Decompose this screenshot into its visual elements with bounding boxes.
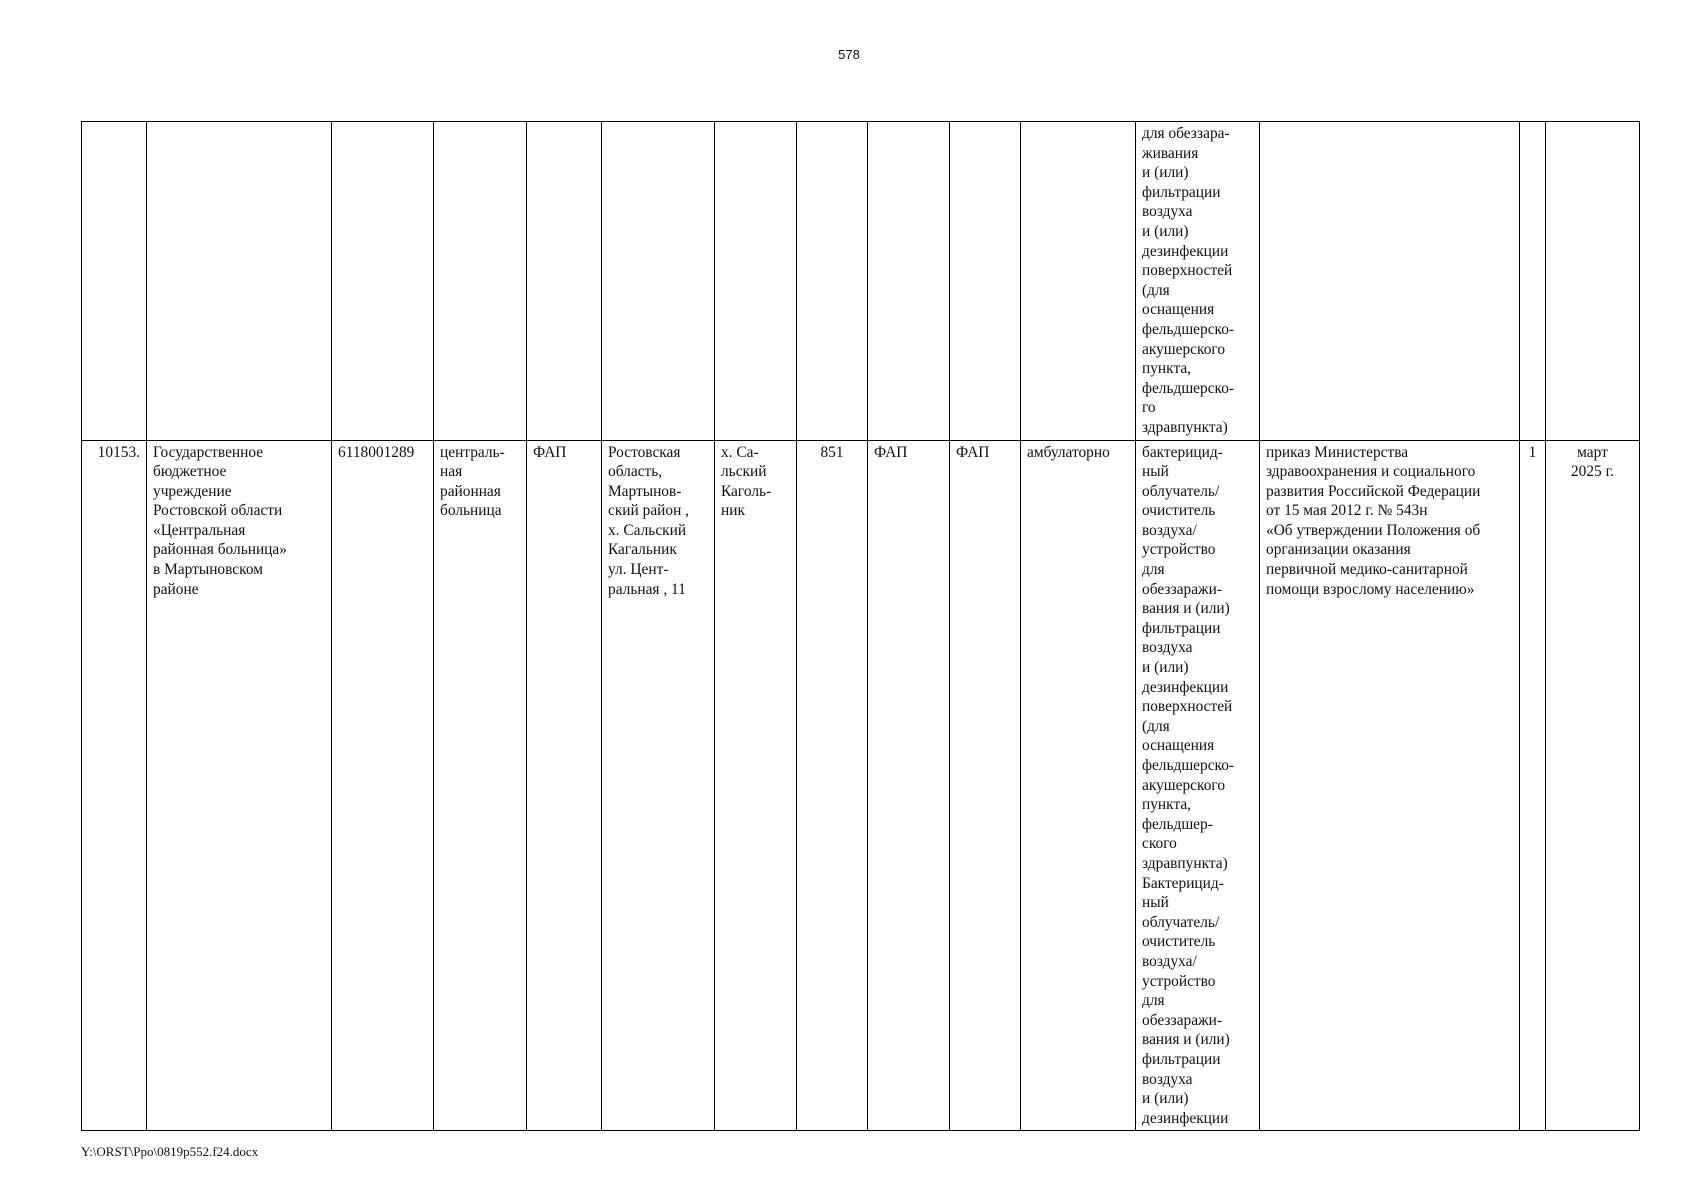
quantity-cell: [1520, 122, 1546, 441]
settlement-cell: [715, 122, 797, 441]
footer-file-path: Y:\ORST\Ppo\0819p552.f24.docx: [81, 1144, 259, 1159]
basis-cell: приказ Министерства здравоохранения и социального развития Российской Федерации от 15 мая 2012 г. № 543н «Об утверждении Положения об организации оказания первичной медико-санитарной помощи взрослому населению»: [1260, 440, 1520, 1131]
institution-cell: Государственное бюджетное учреждение Ростовской области «Центральная районная больница» в Мартыновском районе: [147, 440, 332, 1131]
settlement-cell: х. Са- льский Каголь- ник: [715, 440, 797, 1131]
org-type-cell: централь- ная районная больница: [434, 440, 527, 1131]
row-number-cell: [82, 122, 147, 441]
population-cell: 851: [797, 440, 868, 1131]
org-type-cell: [434, 122, 527, 441]
date-cell: март 2025 г.: [1546, 440, 1640, 1131]
date-cell: [1546, 122, 1640, 441]
inn-cell: [332, 122, 434, 441]
institution-cell: [147, 122, 332, 441]
unit-cell: [950, 122, 1021, 441]
unit-cell: ФАП: [527, 440, 602, 1131]
unit-cell: ФАП: [950, 440, 1021, 1131]
address-cell: [602, 122, 715, 441]
equipment-cell: для обеззара- живания и (или) фильтрации воздуха и (или) дезинфекции поверхностей (для оснащения фельдшерско- акушерского пункта, фельдшерско- го здравпункта): [1136, 122, 1260, 441]
unit-cell: ФАП: [868, 440, 950, 1131]
care-mode-cell: [1021, 122, 1136, 441]
basis-cell: [1260, 122, 1520, 441]
page-number: 578: [838, 47, 860, 62]
table-row: [82, 122, 1640, 441]
unit-cell: [527, 122, 602, 441]
unit-cell: [868, 122, 950, 441]
row-number-cell: 10153.: [82, 440, 147, 1131]
address-cell: Ростовская область, Мартынов- ский район , х. Сальский Кагальник ул. Цент- ральная , 11: [602, 440, 715, 1131]
quantity-cell: 1: [1520, 440, 1546, 1131]
table-row: [82, 440, 1640, 1131]
care-mode-cell: амбулаторно: [1021, 440, 1136, 1131]
equipment-cell: бактерицид- ный облучатель/ очиститель воздуха/ устройство для обеззаражи- вания и (или) фильтрации воздуха и (или) дезинфекции поверхностей (для оснащения фельдшерско- акушерского пункта, фельдшер- ского здравпункта) Бактерицид- ный облучатель/ очиститель воздуха/ устройство для обеззаражи- вания и (или) фильтрации воздуха и (или) дезинфекции: [1136, 440, 1260, 1131]
population-cell: [797, 122, 868, 441]
document-table: [81, 121, 1640, 1131]
inn-cell: 6118001289: [332, 440, 434, 1131]
